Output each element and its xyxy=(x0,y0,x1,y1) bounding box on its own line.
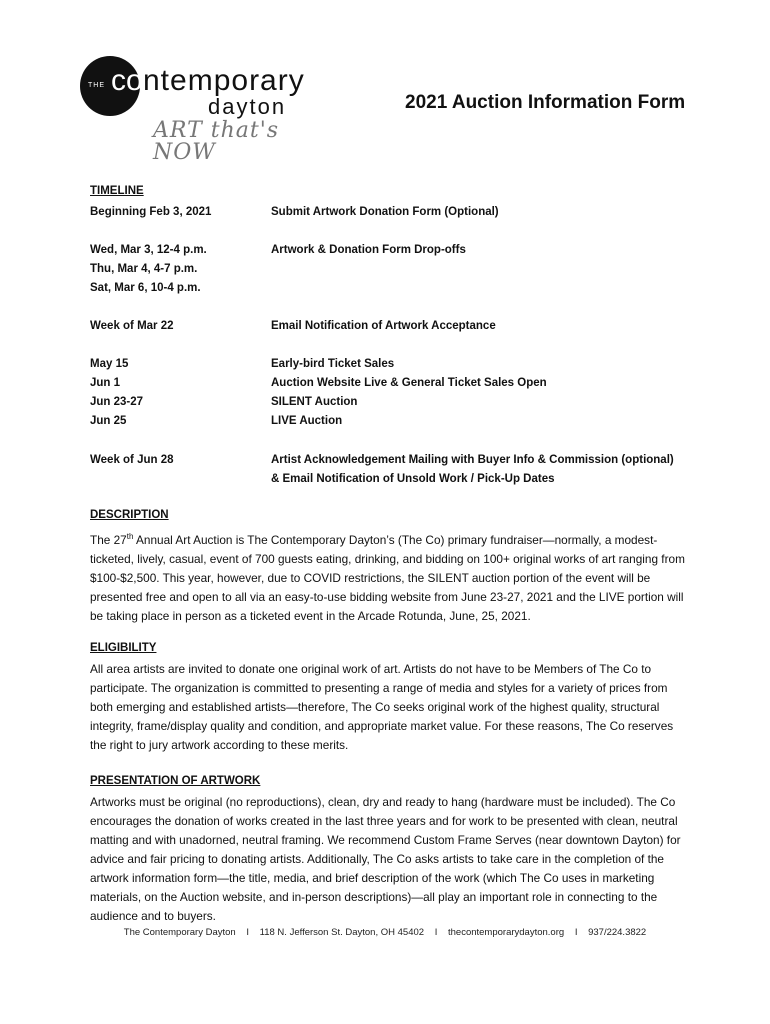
footer-website: thecontemporarydayton.org xyxy=(447,927,565,938)
logo xyxy=(80,52,310,165)
timeline-date: Jun 1 xyxy=(90,377,121,389)
timeline-date: Jun 23-27 xyxy=(90,396,144,408)
timeline-event: Artist Acknowledgement Mailing with Buyer Info & Commission (optional) xyxy=(271,454,674,466)
logo-tagline: ART that's NOW xyxy=(153,118,280,165)
timeline-event: LIVE Auction xyxy=(271,415,343,427)
timeline-date: May 15 xyxy=(90,358,129,370)
description-text xyxy=(90,527,690,626)
eligibility-heading: ELIGIBILITY xyxy=(90,642,157,654)
timeline-event: SILENT Auction xyxy=(271,396,358,408)
timeline-event: Early-bird Ticket Sales xyxy=(271,358,395,370)
page-title: 2021 Auction Information Form xyxy=(405,92,686,113)
footer xyxy=(0,927,770,938)
logo-dayton: dayton xyxy=(208,94,287,119)
presentation-text: Artworks must be original (no reproductions), clean, dry and ready to hang (hardware must be included). The Co encourages the donation of works created in the last three years and for work to be presented with clean, neutral matting and with unadorned, neutral framing. We recommend Custom Frame Serves (near downtown Dayton) for advice and fair pricing to donating artists. Additionally, The Co asks artists to take care in the completion of the artwork information form—the title, media, and brief description of the work (which The Co uses in marketing materials, on the Auction website, and in-person descriptions)—all play an important role in connecting to the audience and to buyers. xyxy=(90,795,681,923)
timeline-date: Wed, Mar 3, 12-4 p.m. xyxy=(90,244,207,256)
timeline-date: Week of Jun 28 xyxy=(90,454,174,466)
logo-the: THE xyxy=(88,82,105,89)
timeline-date: Sat, Mar 6, 10-4 p.m. xyxy=(90,282,201,294)
timeline-date: Beginning Feb 3, 2021 xyxy=(90,206,212,218)
timeline-heading: TIMELINE xyxy=(90,185,144,197)
logo-wordmark: ntemporary xyxy=(143,64,305,97)
eligibility-text: All area artists are invited to donate one original work of art. Artists do not have to be Members of The Co to participate. The organization is committed to presenting a range of media and styles for a variety of prices from both emerging and established artists—therefore, The Co seeks original work of the highest quality, structural integrity, frame/display quality and condition, and appropriate market value. For these reasons, The Co reserves the right to jury artwork according to these merits. xyxy=(90,662,674,752)
logo-co: co xyxy=(111,64,143,97)
timeline-date: Week of Mar 22 xyxy=(90,320,174,332)
footer-phone: 937/224.3822 xyxy=(588,927,647,938)
timeline-event: & Email Notification of Unsold Work / Pick-Up Dates xyxy=(271,473,555,485)
description-lead: The 27 xyxy=(90,532,127,547)
timeline-event: Auction Website Live & General Ticket Sales Open xyxy=(271,377,547,389)
timeline-date: Jun 25 xyxy=(90,415,127,427)
footer-address: 118 N. Jefferson St. Dayton, OH 45402 xyxy=(259,927,425,938)
description-heading: DESCRIPTION xyxy=(90,509,169,521)
timeline-event: Artwork & Donation Form Drop-offs xyxy=(271,244,466,256)
ordinal-suffix: th xyxy=(126,532,134,541)
footer-separator: I xyxy=(434,927,438,938)
presentation-heading: PRESENTATION OF ARTWORK xyxy=(90,775,261,787)
timeline-date: Thu, Mar 4, 4-7 p.m. xyxy=(90,263,198,275)
footer-separator: I xyxy=(574,927,578,938)
footer-separator: I xyxy=(246,927,249,938)
footer-org: The Contemporary Dayton xyxy=(123,927,236,938)
description-body: Annual Art Auction is The Contemporary Dayton’s (The Co) primary fundraiser—normally, a modest-ticketed, lively, casual, event of 700 guests eating, drinking, and bidding on 100+ original works of art ranging from $100-$2,500. This year, however, due to COVID restrictions, the SILENT auction portion of the event will be presented free and open to all via an easy-to-use bidding website from June 23-27, 2021 and the LIVE portion will be taking place in person as a ticketed event in the Arcade Rotunda, June, 25, 2021. xyxy=(90,532,685,623)
timeline-event: Email Notification of Artwork Acceptance xyxy=(271,320,496,332)
timeline-event: Submit Artwork Donation Form (Optional) xyxy=(271,206,499,218)
